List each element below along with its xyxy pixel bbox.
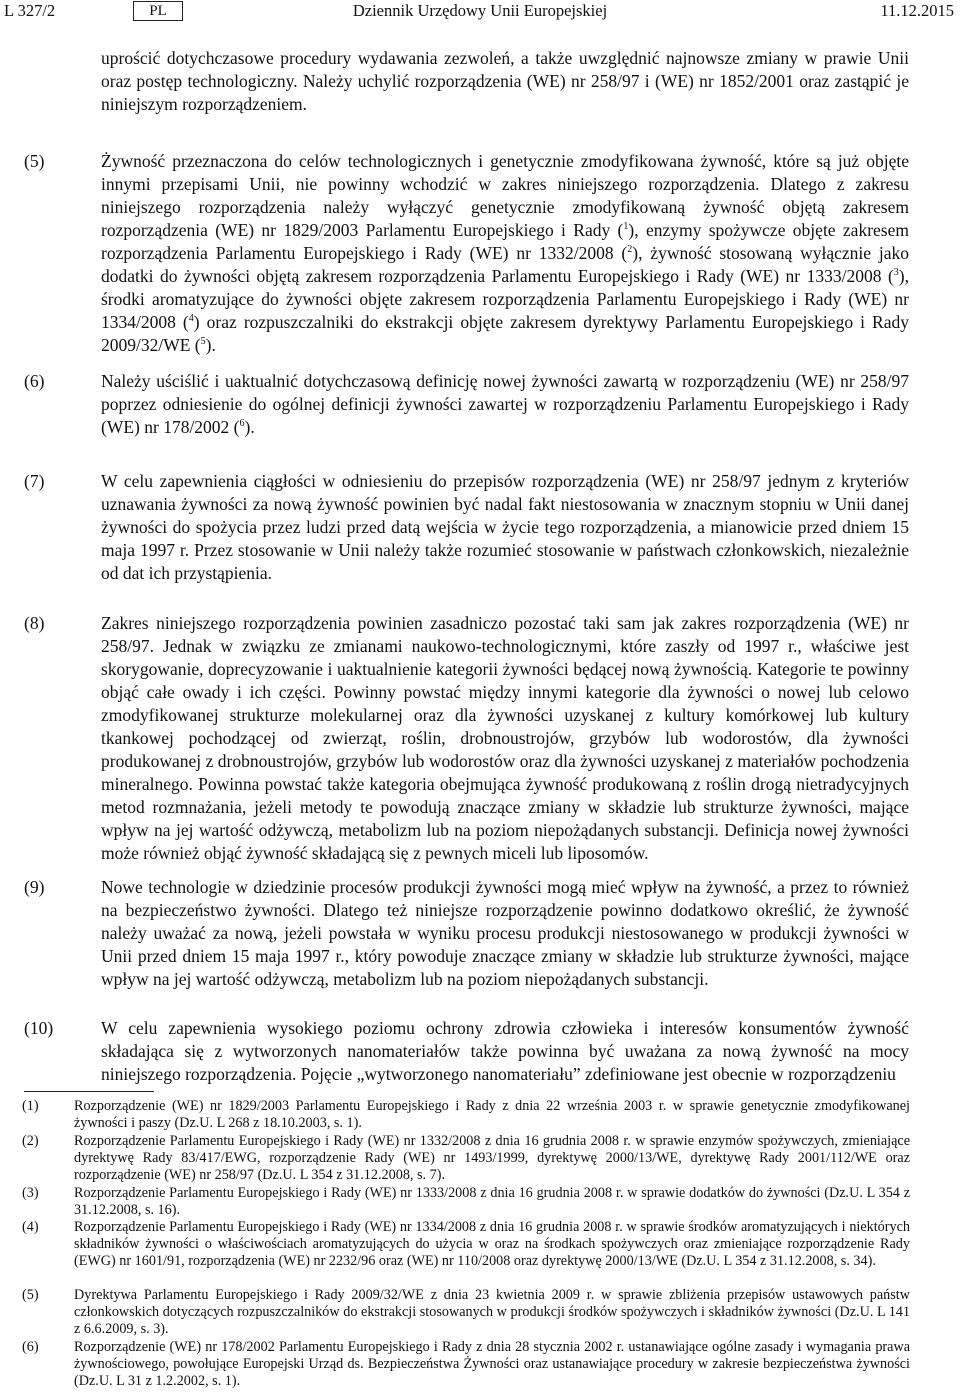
footnote-ref[interactable]: 6 xyxy=(239,418,245,430)
page-reference: L 327/2 xyxy=(4,1,56,20)
footnote-text: Rozporządzenie (WE) nr 178/2002 Parlamentu Europejskiego i Rady z dnia 28 stycznia 2002 r. ustanawiające ogólne zasady i wymagania prawa żywnościowego, powołujące Europejski Urząd ds. Bezpieczeństwa Żywności oraz ustanawiające procedury w zakresie bezpieczeństwa żywności (Dz.U. L 31 z 1.2.2002, s. 1). xyxy=(74,1339,910,1390)
footnote-number: (6) xyxy=(22,1339,39,1355)
recital-number: (9) xyxy=(24,877,45,897)
recital-text: W celu zapewnienia ciągłości w odniesieniu do przepisów rozporządzenia (WE) nr 258/97 jednym z kryteriów uznawania żywności za nową żywność powinien być nadal fakt niestosowania w znacznym stopniu w Unii danej żywności do spożycia przez ludzi przed datą wejścia w życie tego rozporządzenia, a mianowicie przed dniem 15 maja 1997 r. Przez stosowanie w Unii należy także rozumieć stosowanie w państwach członkowskich, niezależnie od dat ich przystąpienia. xyxy=(101,471,909,583)
footnote-number: (1) xyxy=(22,1098,39,1114)
recital-text: Zakres niniejszego rozporządzenia powinien zasadniczo pozostać taki sam jak zakres rozporządzenia (WE) nr 258/97. Jednak w związku ze zmianami naukowo-technologicznymi, które zaszły od 1997 r., właściwe jest skorygowanie, doprecyzowanie i uaktualnienie kategorii żywności będącej nową żywnością. Kategorie te powinny objąć całe owady i ich części. Powinny powstać między innymi kategorie dla żywności o nowej lub celowo zmodyfikowanej strukturze molekularnej oraz dla żywności uzyskanej z kultury komórkowej lub kultury tkankowej pochodzącej od zwierząt, roślin, drobnoustrojów, grzybów lub wodorostów, dla żywności produkowanej z drobnoustrojów, grzybów lub wodorostów oraz dla żywności uzyskanej z materiałów pochodzenia mineralnego. Powinna powstać także kategoria obejmująca żywność produkowaną z roślin drogą nietradycyjnych metod rozmnażania, jeżeli metody te powodują znaczące zmiany w składzie lub strukturze żywności, mające wpływ na jej wartość odżywczą, metabolizm lub na poziom niepożądanych substancji. Definicja nowej żywności może również objąć żywność składającą się z pewnych miceli lub liposomów. xyxy=(101,613,909,863)
footnote-ref[interactable]: 4 xyxy=(188,313,194,325)
language-code-box: PL xyxy=(133,1,183,21)
footnote-ref[interactable]: 5 xyxy=(200,336,206,348)
recital-number: (10) xyxy=(24,1018,54,1038)
recital-number: (8) xyxy=(24,613,45,633)
footnote-number: (3) xyxy=(22,1185,39,1201)
page-header xyxy=(0,0,960,22)
footnote-number: (2) xyxy=(22,1133,39,1149)
recital-text: W celu zapewnienia wysokiego poziomu ochrony zdrowia człowieka i interesów konsumentów żywność składająca się z wytworzonych nanomateriałów także powinna być uważana za nową żywność na mocy niniejszego rozporządzenia. Pojęcie „wytworzonego nanomateriału” zdefiniowane jest obecnie w rozporządzeniu xyxy=(101,1018,909,1084)
footnote-divider xyxy=(24,1091,154,1092)
recital-text: Nowe technologie w dziedzinie procesów produkcji żywności mogą mieć wpływ na żywność, a przez to również na bezpieczeństwo żywności. Dlatego też niniejsze rozporządzenie powinno dodatkowo określić, że żywność należy uważać za nową, jeżeli powstała w wyniku procesu produkcji niestosowanego w produkcji żywności w Unii przed dniem 15 maja 1997 r., który powoduje znaczące zmiany w składzie lub strukturze żywności, mające wpływ na jej wartość odżywczą, metabolizm lub na poziom niepożądanych substancji. xyxy=(101,877,909,989)
recital-number: (5) xyxy=(24,151,45,171)
footnote-text: Rozporządzenie (WE) nr 1829/2003 Parlamentu Europejskiego i Rady z dnia 22 września 2003 r. w sprawie genetycznie zmodyfikowanej żywności i paszy (Dz.U. L 268 z 18.10.2003, s. 1). xyxy=(74,1098,910,1132)
footnote-number: (4) xyxy=(22,1219,39,1235)
recital-number: (6) xyxy=(24,371,45,391)
intro-paragraph: uprościć dotychczasowe procedury wydawania zezwoleń, a także uwzględnić najnowsze zmiany w prawie Unii oraz postęp technologiczny. Należy uchylić rozporządzenia (WE) nr 258/97 i (WE) nr 1852/2001 oraz zastąpić je niniejszym rozporządzeniem. xyxy=(101,48,909,114)
recital-text: Żywność przeznaczona do celów technologicznych i genetycznie zmodyfikowana żywność, które są już objęte innymi przepisami Unii, nie powinny wchodzić w zakres niniejszego rozporządzenia. Dlatego z zakresu niniejszego rozporządzenia należy wyłączyć genetycznie zmodyfikowaną żywność objętą zakresem rozporządzenia (WE) nr 1829/2003 Parlamentu Europejskiego i Rady ($^1$), enzymy spożywcze objęte zakresem rozporządzenia Parlamentu Europejskiego i Rady (WE) nr 1332/2008 ($^2$), żywność stosowaną wyłącznie jako dodatki do żywności objętą zakresem rozporządzenia Parlamentu Europejskiego i Rady (WE) nr 1333/2008 ($^3$), środki aromatyzujące do żywności objęte zakresem rozporządzenia Parlamentu Europejskiego i Rady (WE) nr 1334/2008 ($^4$) oraz rozpuszczalniki do ekstrakcji objęte zakresem dyrektywy Parlamentu Europejskiego i Rady 2009/32/WE ($^5$). xyxy=(101,151,910,355)
footnote-ref[interactable]: 3 xyxy=(893,267,899,279)
footnote-ref[interactable]: 1 xyxy=(623,221,629,233)
footnote-text: Rozporządzenie Parlamentu Europejskiego i Rady (WE) nr 1333/2008 z dnia 16 grudnia 2008 r. w sprawie dodatków do żywności (Dz.U. L 354 z 31.12.2008, s. 16). xyxy=(74,1185,910,1219)
footnote-ref[interactable]: 2 xyxy=(627,244,633,256)
footnote-text: Rozporządzenie Parlamentu Europejskiego i Rady (WE) nr 1332/2008 z dnia 16 grudnia 2008 r. w sprawie enzymów spożywczych, zmieniające dyrektywę Rady 83/417/EWG, rozporządzenie Rady (WE) nr 1493/1999, dyrektywę 2000/13/WE, dyrektywę Rady 2001/112/WE oraz rozporządzenie (WE) nr 258/97 (Dz.U. L 354 z 31.12.2008, s. 7). xyxy=(74,1133,910,1184)
footnote-number: (5) xyxy=(22,1287,39,1303)
recital-text: Należy uściślić i uaktualnić dotychczasową definicję nowej żywności zawartą w rozporządzeniu (WE) nr 258/97 poprzez odniesienie do ogólnej definicji żywności zawartej w rozporządzeniu Parlamentu Europejskiego i Rady (WE) nr 178/2002 ($^6$). xyxy=(101,371,909,437)
footnote-text: Dyrektywa Parlamentu Europejskiego i Rady 2009/32/WE z dnia 23 kwietnia 2009 r. w sprawie zbliżenia przepisów ustawowych państw członkowskich dotyczących rozpuszczalników do ekstrakcji stosowanych w produkcji środków spożywczych i składników żywności (Dz.U. L 141 z 6.6.2009, s. 3). xyxy=(74,1287,910,1338)
footnote-text: Rozporządzenie Parlamentu Europejskiego i Rady (WE) nr 1334/2008 z dnia 16 grudnia 2008 r. w sprawie środków aromatyzujących i niektórych składników żywności o właściwościach aromatyzujących do użycia w oraz na środkach spożywczych oraz zmieniające rozporządzenie Rady (EWG) nr 1601/91, rozporządzenia (WE) nr 2232/96 oraz (WE) nr 110/2008 oraz dyrektywę 2000/13/WE (Dz.U. L 354 z 31.12.2008, s. 34). xyxy=(74,1219,910,1270)
journal-title: Dziennik Urzędowy Unii Europejskiej xyxy=(352,1,608,20)
publication-date: 11.12.2015 xyxy=(880,1,954,20)
recital-number: (7) xyxy=(24,471,45,491)
